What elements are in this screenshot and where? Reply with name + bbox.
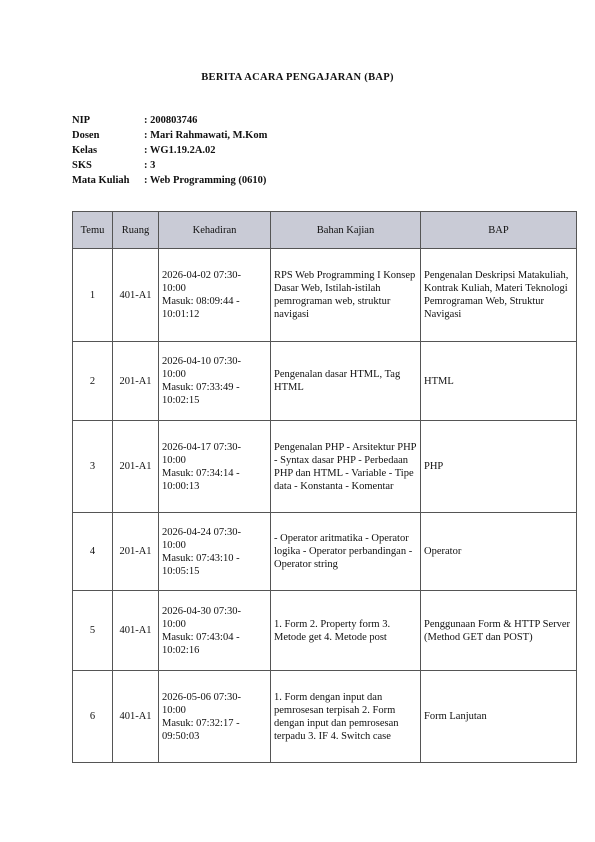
info-label: SKS: [72, 160, 92, 171]
cell-ruang: 201-A1: [113, 513, 159, 591]
cell-bahan-kajian: Pengenalan PHP - Arsitektur PHP - Syntax dasar PHP - Perbedaan PHP dan HTML - Variable - Tipe data - Konstanta - Komentar: [271, 421, 421, 513]
info-label: Dosen: [72, 130, 100, 141]
cell-temu: 6: [73, 671, 113, 763]
bap-table: [72, 211, 577, 763]
cell-kehadiran: [159, 421, 271, 513]
cell-bahan-kajian: - Operator aritmatika - Operator logika - Operator perbandingan - Operator string: [271, 513, 421, 591]
kehadiran-line: 2026-04-10 07:30-: [162, 356, 242, 367]
info-row-dosen: [72, 128, 267, 143]
cell-ruang: 401-A1: [113, 249, 159, 342]
cell-kehadiran: [159, 671, 271, 763]
table-row: [73, 342, 577, 421]
cell-ruang: 401-A1: [113, 671, 159, 763]
lecturer-info: [72, 113, 267, 188]
kehadiran-block: [162, 691, 267, 743]
cell-temu: 2: [73, 342, 113, 421]
info-row-nip: [72, 113, 267, 128]
cell-bap: Operator: [421, 513, 577, 591]
header-ruang: Ruang: [113, 212, 159, 249]
kehadiran-line: 2026-05-06 07:30-: [162, 691, 242, 703]
kehadiran-line: Masuk: 07:43:04 -: [162, 631, 240, 643]
table-header-row: [73, 212, 577, 249]
kehadiran-line: 09:50:03: [162, 730, 200, 742]
kehadiran-line: 10:00: [162, 454, 186, 466]
kehadiran-line: Masuk: 08:09:44 -: [162, 296, 240, 307]
kehadiran-line: 2026-04-02 07:30-: [162, 270, 242, 281]
info-value: : Mari Rahmawati, M.Kom: [144, 130, 268, 141]
kehadiran-line: 10:00:13: [162, 480, 200, 492]
info-label: NIP: [72, 115, 91, 126]
cell-kehadiran: [159, 342, 271, 421]
header-bap: BAP: [421, 212, 577, 249]
kehadiran-line: 10:00: [162, 369, 186, 380]
info-row-sks: [72, 158, 267, 173]
table-row: [73, 591, 577, 671]
kehadiran-line: 10:05:15: [162, 565, 200, 577]
kehadiran-line: 2026-04-17 07:30-: [162, 441, 242, 453]
table-row: [73, 513, 577, 591]
kehadiran-block: [162, 355, 267, 407]
kehadiran-line: 2026-04-30 07:30-: [162, 605, 242, 617]
info-row-kelas: [72, 143, 267, 158]
table-row: [73, 249, 577, 342]
kehadiran-line: 10:00: [162, 539, 186, 551]
kehadiran-line: 10:00: [162, 618, 186, 630]
kehadiran-line: 2026-04-24 07:30-: [162, 526, 242, 538]
info-label: Kelas: [72, 145, 98, 156]
info-label: Mata Kuliah: [72, 175, 130, 186]
cell-bap: PHP: [421, 421, 577, 513]
header-kehadiran: Kehadiran: [159, 212, 271, 249]
cell-temu: 3: [73, 421, 113, 513]
cell-bahan-kajian: Pengenalan dasar HTML, Tag HTML: [271, 342, 421, 421]
header-temu: Temu: [73, 212, 113, 249]
kehadiran-line: Masuk: 07:33:49 -: [162, 382, 240, 393]
header-bahan-kajian: Bahan Kajian: [271, 212, 421, 249]
cell-temu: 4: [73, 513, 113, 591]
kehadiran-line: 10:00: [162, 704, 186, 716]
cell-bap: Pengenalan Deskripsi Matakuliah, Kontrak Kuliah, Materi Teknologi Pemrograman Web, Struktur Navigasi: [421, 249, 577, 342]
info-value: : 200803746: [144, 115, 198, 126]
info-value: : 3: [144, 160, 156, 171]
kehadiran-line: 10:02:15: [162, 395, 200, 406]
kehadiran-line: 10:02:16: [162, 644, 200, 656]
table-row: [73, 421, 577, 513]
cell-ruang: 401-A1: [113, 591, 159, 671]
cell-temu: 1: [73, 249, 113, 342]
info-value: : Web Programming (0610): [144, 175, 267, 186]
kehadiran-block: [162, 605, 267, 657]
cell-bap: Form Lanjutan: [421, 671, 577, 763]
kehadiran-line: 10:01:12: [162, 309, 200, 320]
kehadiran-block: [162, 269, 267, 321]
cell-kehadiran: [159, 591, 271, 671]
cell-bap: HTML: [421, 342, 577, 421]
cell-ruang: 201-A1: [113, 342, 159, 421]
cell-kehadiran: [159, 513, 271, 591]
kehadiran-line: Masuk: 07:32:17 -: [162, 717, 240, 729]
kehadiran-line: Masuk: 07:43:10 -: [162, 552, 240, 564]
cell-bap: Penggunaan Form & HTTP Server (Method GET dan POST): [421, 591, 577, 671]
cell-bahan-kajian: 1. Form dengan input dan pemrosesan terpisah 2. Form dengan input dan pemrosesan terpadu 3. IF 4. Switch case: [271, 671, 421, 763]
kehadiran-block: [162, 526, 267, 578]
info-row-mata-kuliah: [72, 173, 267, 188]
cell-ruang: 201-A1: [113, 421, 159, 513]
table-row: [73, 671, 577, 763]
document-title: BERITA ACARA PENGAJARAN (BAP): [201, 72, 394, 83]
cell-bahan-kajian: 1. Form 2. Property form 3. Metode get 4. Metode post: [271, 591, 421, 671]
cell-kehadiran: [159, 249, 271, 342]
cell-bahan-kajian: RPS Web Programming I Konsep Dasar Web, Istilah-istilah pemrograman web, struktur navigasi: [271, 249, 421, 342]
info-value: : WG1.19.2A.02: [144, 145, 216, 156]
kehadiran-block: [162, 441, 267, 493]
kehadiran-line: Masuk: 07:34:14 -: [162, 467, 240, 479]
cell-temu: 5: [73, 591, 113, 671]
kehadiran-line: 10:00: [162, 283, 186, 294]
